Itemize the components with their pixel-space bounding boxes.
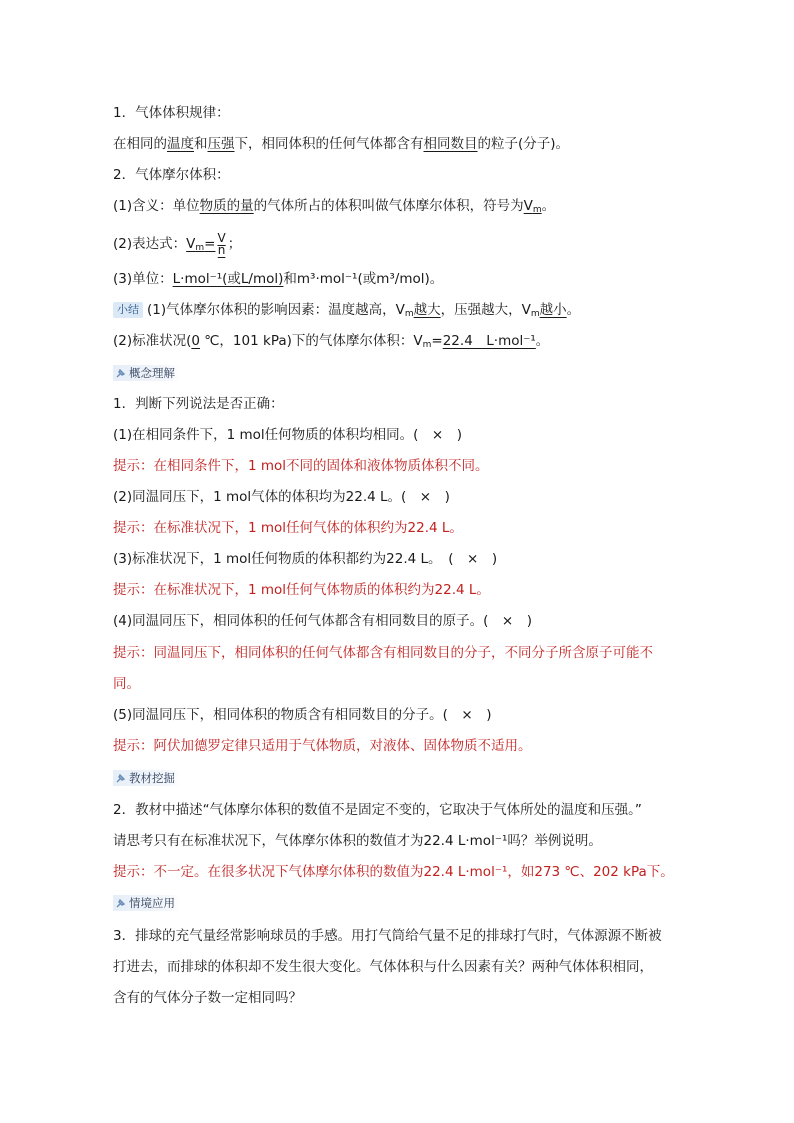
- q3-line-1: 3．排球的充气量经常影响球员的手感。用打气筒给气量不足的排球打气时，气体源源不断被: [113, 928, 662, 944]
- blank-temperature: 温度: [167, 136, 194, 152]
- blank-formula: $V_m=$ $\frac{V}{n}$: [186, 231, 226, 257]
- blank-same-number: 相同数目: [423, 136, 478, 152]
- section-concept: 概念理解: [113, 365, 181, 381]
- unit-2: m³·mol⁻¹(或m³/mol): [296, 271, 430, 287]
- hint-2: 提示：在标准状况下，1 mol任何气体的体积约为22.4 L。: [113, 520, 463, 536]
- hint-1: 提示：在相同条件下，1 mol不同的固体和液体物质体积不同。: [113, 458, 489, 474]
- judgment-5: (5)同温同压下，相同体积的物质含有相同数目的分子。( × ): [113, 707, 492, 723]
- q2-line-1: 2．教材中描述“气体摩尔体积的数值不是固定不变的，它取决于气体所处的温度和压强。”: [113, 802, 642, 818]
- blank-unit-1: L·mol⁻¹(或L/mol): [172, 271, 284, 287]
- blank-molar-volume-value: 22.4 L·mol⁻¹: [442, 333, 536, 349]
- heading-molar-volume: 2．气体摩尔体积：: [113, 167, 230, 183]
- hint-4: 提示：同温同压下，相同体积的任何气体都含有相同数目的分子，不同分子所含原子可能不: [113, 645, 653, 661]
- blank-amount-of-substance: 物质的量: [199, 198, 254, 214]
- fraction-v-over-n: $\frac{V}{n}$: [217, 231, 226, 257]
- q3-line-3: 含有的气体分子数一定相同吗？: [113, 990, 302, 1006]
- expression-line: (2)表达式：$V_m=$ $\frac{V}{n}$ ；: [113, 231, 242, 257]
- summary-line: 小结 (1)气体摩尔体积的影响因素：温度越高，$V_m$越大，压强越大，$V_m$越小。: [113, 300, 580, 324]
- pin-icon: [115, 367, 127, 379]
- blank-zero: 0: [191, 333, 200, 349]
- judgment-4: (4)同温同压下，相同体积的任何气体都含有相同数目的原子。( × ): [113, 613, 532, 629]
- section-context: 情境应用: [113, 895, 181, 911]
- hint-3: 提示：在标准状况下，1 mol任何气体物质的体积约为22.4 L。: [113, 582, 490, 598]
- q2-hint: 提示：不一定。在很多状况下气体摩尔体积的数值为22.4 L·mol⁻¹，如273 ℃、202 kPa下。: [113, 864, 674, 880]
- blank-larger: 越大: [413, 302, 441, 318]
- hint-5: 提示：阿伏加德罗定律只适用于气体物质，对液体、固体物质不适用。: [113, 738, 532, 754]
- summary-badge: 小结: [113, 302, 143, 318]
- judgment-2: (2)同温同压下，1 mol气体的体积均为22.4 L。( × ): [113, 489, 450, 505]
- hint-4-continued: 同。: [113, 676, 140, 692]
- q2-line-2: 请思考只有在标准状况下，气体摩尔体积的数值才为22.4 L·mol⁻¹吗？举例说明。: [113, 833, 602, 849]
- gas-law-statement: 在相同的温度和压强下，相同体积的任何气体都含有相同数目的粒子(分子)。: [113, 136, 570, 152]
- heading-gas-volume-law: 1．气体体积规律：: [113, 105, 230, 121]
- section-textbook: 教材挖掘: [113, 770, 181, 786]
- blank-symbol: $V_m$: [523, 198, 542, 215]
- pin-icon: [115, 897, 127, 909]
- q1-heading: 1．判断下列说法是否正确：: [113, 396, 284, 412]
- unit-line: (3)单位：L·mol⁻¹(或L/mol)和m³·mol⁻¹(或m³/mol)。: [113, 271, 444, 287]
- standard-condition-line: (2)标准状况(0 ℃，101 kPa)下的气体摩尔体积：$V_m=22.4$ L·mol⁻¹。: [113, 333, 550, 350]
- blank-pressure: 压强: [207, 136, 235, 152]
- judgment-1: (1)在相同条件下，1 mol任何物质的体积均相同。( × ): [113, 427, 463, 443]
- blank-smaller: 越小: [539, 302, 567, 318]
- pin-icon: [115, 772, 127, 784]
- judgment-3: (3)标准状况下，1 mol任何物质的体积都约为22.4 L。 ( × ): [113, 551, 498, 567]
- q3-line-2: 打进去，而排球的体积却不发生很大变化。气体体积与什么因素有关？两种气体体积相同，: [113, 959, 653, 975]
- meaning-line: (1)含义：单位物质的量的气体所占的体积叫做气体摩尔体积，符号为$V_m$。: [113, 198, 556, 215]
